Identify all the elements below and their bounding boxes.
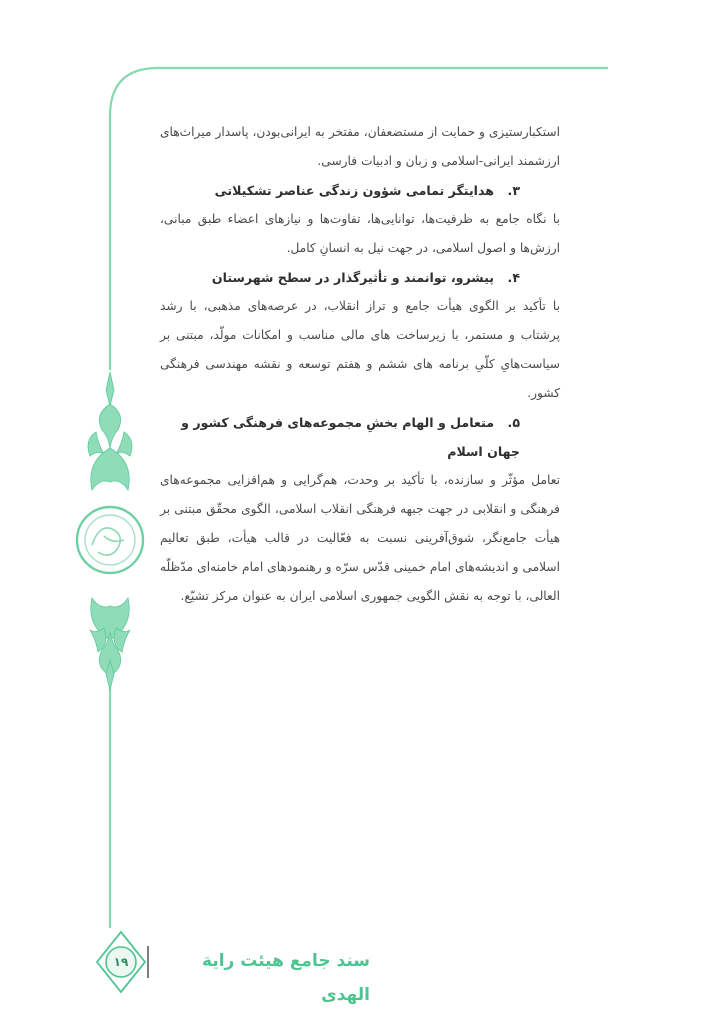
heading-text: متعامل و الهام بخشِ مجموعه‌های فرهنگی کشور و جهان اسلام [181,415,520,459]
section-heading [160,408,560,466]
section-heading [160,263,560,292]
side-ornament [77,372,143,690]
section-heading [160,176,560,205]
paragraph: تعامل مؤثّر و سازنده، با تأکید بر وحدت، هم‌گرایی و هم‌افزایی مجموعه‌های فرهنگی و انقلابی در جهت جبهه فرهنگی انقلاب اسلامی، الگوی محقّق مبتنی بر هیأت جامع‌نگر، شوق‌آفرینی نسبت به فعّالیت در قالب هیأت، طبق تعالیم اسلامی و اندیشه‌های امام خمینی قدّس سرّه و رهنمودهای امام خامنه‌ای مدّظلّه العالی، با توجه به نقش الگویی جمهوری اسلامی ایران به عنوان مرکز تشیّع. [160,473,560,603]
paragraph: استکبارستیزی و حمایت از مستضعفان، مفتخر به ایرانی‌بودن، پاسدار میراث‌های ارزشمند ایرانی-اسلامی و زبان و ادبیات فارسی. [160,125,560,168]
heading-number: ۴. [507,270,520,285]
main-text [160,118,560,611]
heading-number: ۳. [507,183,520,198]
footer-title: سند جامع هیئت رایة الهدی [202,951,370,1005]
heading-text: پیشرو، توانمند و تأثیرگذار در سطح شهرستان [211,270,494,285]
heading-number: ۵. [507,415,520,430]
paragraph: با نگاه جامع به ظرفیت‌ها، توانایی‌ها، تفاوت‌ها و نیازهای اعضاء طبق مبانی، ارزش‌ها و اصول اسلامی، در جهت نیل به انسانِ کامل. [160,212,560,255]
paragraph: با تأکید بر الگوی هیأت جامع و تراز انقلاب، در عرصه‌های مذهبی، با رشد پرشتاب و مستمر، با زیرساخت های مالی مناسب و امکانات مولّد، مبتنی بر سیاست‌هایِ کلّیِ برنامه های ششم و هفتم توسعه و نقشه مهندسی فرهنگی کشور. [160,299,560,400]
page-number: ۱۹ [113,955,129,969]
heading-text: هدایتگر تمامی شؤون زندگی عناصر تشکیلاتی [214,183,494,198]
